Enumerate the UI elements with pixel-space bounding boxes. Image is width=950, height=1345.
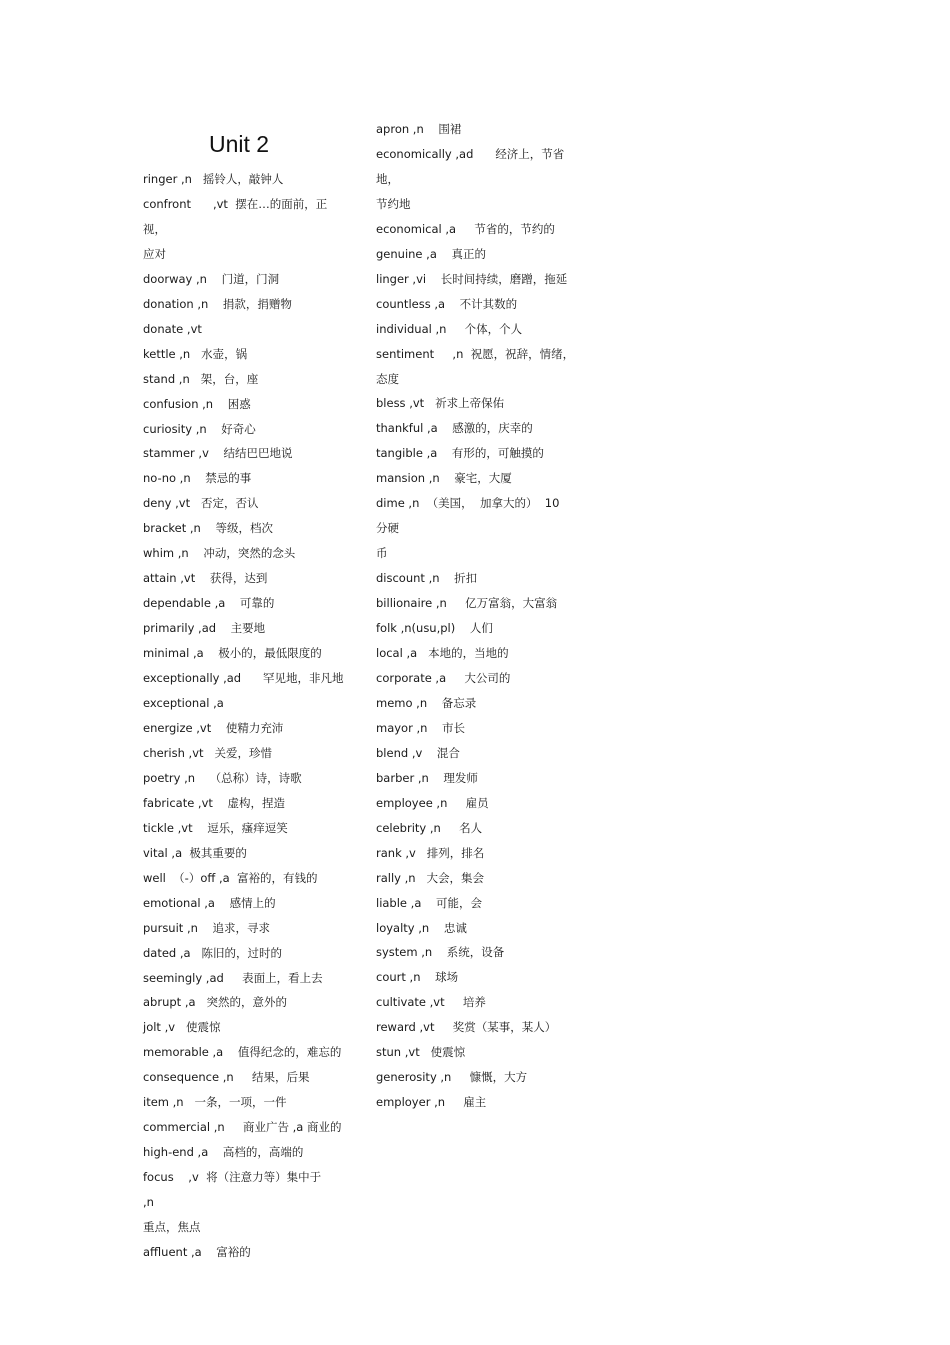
vocabulary-line: stand ,n 架，台，座 bbox=[143, 371, 259, 386]
page-title: Unit 2 bbox=[209, 131, 270, 157]
vocabulary-line: employer ,n 雇主 bbox=[376, 1095, 487, 1110]
vocabulary-line: apron ,n 围裙 bbox=[376, 122, 462, 136]
vocabulary-line: folk ,n(usu,pl) 人们 bbox=[376, 621, 493, 636]
vocabulary-line: emotional ,a 感情上的 bbox=[143, 895, 276, 910]
vocabulary-line: corporate ,a 大公司的 bbox=[376, 670, 511, 685]
vocabulary-line: bracket ,n 等级，档次 bbox=[143, 521, 273, 536]
left-vocabulary-column bbox=[143, 167, 348, 1265]
vocabulary-line: generosity ,n 慷慨，大方 bbox=[376, 1070, 528, 1085]
vocabulary-line: reward ,vt 奖赏（某事，某人） bbox=[376, 1020, 557, 1035]
vocabulary-line: ringer ,n 摇铃人，敲钟人 bbox=[143, 172, 284, 186]
vocabulary-line: local ,a 本地的，当地的 bbox=[376, 646, 509, 661]
vocabulary-line: kettle ,n 水壶，锅 bbox=[143, 346, 248, 361]
vocabulary-line: cultivate ,vt 培养 bbox=[376, 995, 486, 1010]
vocabulary-line: countless ,a 不计其数的 bbox=[376, 296, 518, 311]
vocabulary-line: donation ,n 捐款，捐赠物 bbox=[143, 296, 292, 311]
vocabulary-line: bless ,vt 祈求上帝保佑 bbox=[376, 396, 505, 411]
vocabulary-line: deny ,vt 否定，否认 bbox=[143, 496, 259, 511]
vocabulary-line: vital ,a 极其重要的 bbox=[143, 845, 247, 860]
vocabulary-line: confusion ,n 困惑 bbox=[143, 396, 251, 411]
vocabulary-line: memo ,n 备忘录 bbox=[376, 695, 477, 710]
vocabulary-line: liable ,a 可能，会 bbox=[376, 895, 482, 910]
vocabulary-line: 态度 bbox=[376, 371, 399, 386]
vocabulary-line: commercial ,n 商业广告 ,a 商业的 bbox=[143, 1120, 342, 1135]
vocabulary-line: confront ,vt 摆在…的面前，正视， bbox=[143, 196, 328, 236]
vocabulary-line: tangible ,a 有形的，可触摸的 bbox=[376, 446, 544, 461]
vocabulary-line: high-end ,a 高档的，高端的 bbox=[143, 1145, 304, 1160]
vocabulary-line: exceptional ,a bbox=[143, 696, 224, 711]
vocabulary-line: genuine ,a 真正的 bbox=[376, 246, 486, 261]
vocabulary-line: employee ,n 雇员 bbox=[376, 795, 489, 810]
vocabulary-line: billionaire ,n 亿万富翁，大富翁 bbox=[376, 596, 558, 611]
vocabulary-line: exceptionally ,ad 罕见地，非凡地 bbox=[143, 671, 344, 686]
vocabulary-line: fabricate ,vt 虚构，捏造 bbox=[143, 795, 286, 810]
vocabulary-line: primarily ,ad 主要地 bbox=[143, 621, 266, 636]
vocabulary-line: minimal ,a 极小的，最低限度的 bbox=[143, 646, 322, 661]
vocabulary-line: mansion ,n 豪宅，大厦 bbox=[376, 471, 512, 486]
vocabulary-line: poetry ,n （总称）诗，诗歌 bbox=[143, 770, 302, 785]
vocabulary-line: stun ,vt 使震惊 bbox=[376, 1045, 466, 1060]
vocabulary-line: jolt ,v 使震惊 bbox=[143, 1020, 221, 1035]
vocabulary-line: rally ,n 大会，集会 bbox=[376, 870, 485, 885]
vocabulary-line: dime ,n （美国， 加拿大的） 10 分硬 bbox=[376, 496, 567, 536]
vocabulary-line: economically ,ad 经济上，节省地， bbox=[376, 146, 565, 186]
vocabulary-line: dated ,a 陈旧的，过时的 bbox=[143, 945, 283, 960]
vocabulary-line: 应对 bbox=[143, 246, 166, 261]
vocabulary-line: doorway ,n 门道，门洞 bbox=[143, 271, 280, 286]
vocabulary-line: celebrity ,n 名人 bbox=[376, 820, 483, 835]
vocabulary-line: court ,n 球场 bbox=[376, 970, 459, 985]
vocabulary-line: abrupt ,a 突然的，意外的 bbox=[143, 995, 287, 1010]
vocabulary-line: whim ,n 冲动，突然的念头 bbox=[143, 546, 296, 561]
vocabulary-line: barber ,n 理发师 bbox=[376, 770, 478, 785]
right-vocabulary-column bbox=[376, 117, 576, 1115]
vocabulary-line: seemingly ,ad 表面上，看上去 bbox=[143, 970, 323, 985]
vocabulary-line: energize ,vt 使精力充沛 bbox=[143, 720, 284, 735]
vocabulary-line: 重点，焦点 bbox=[143, 1220, 201, 1235]
vocabulary-line: system ,n 系统，设备 bbox=[376, 945, 505, 960]
vocabulary-line: well （-）off ,a 富裕的，有钱的 bbox=[143, 870, 318, 885]
vocabulary-line: sentiment ,n 祝愿，祝辞，情绪， bbox=[376, 346, 575, 361]
vocabulary-line: dependable ,a 可靠的 bbox=[143, 596, 275, 611]
vocabulary-line: memorable ,a 值得纪念的，难忘的 bbox=[143, 1045, 342, 1060]
vocabulary-line: stammer ,v 结结巴巴地说 bbox=[143, 446, 293, 461]
vocabulary-line: discount ,n 折扣 bbox=[376, 571, 478, 586]
vocabulary-line: item ,n 一条，一项，一件 bbox=[143, 1095, 287, 1110]
vocabulary-line: attain ,vt 获得，达到 bbox=[143, 571, 268, 586]
vocabulary-line: affluent ,a 富裕的 bbox=[143, 1244, 251, 1259]
vocabulary-line: loyalty ,n 忠诚 bbox=[376, 920, 467, 935]
vocabulary-line: no-no ,n 禁忌的事 bbox=[143, 471, 252, 486]
vocabulary-line: consequence ,n 结果，后果 bbox=[143, 1070, 310, 1085]
vocabulary-line: curiosity ,n 好奇心 bbox=[143, 421, 256, 436]
vocabulary-line: pursuit ,n 追求，寻求 bbox=[143, 920, 271, 935]
vocabulary-line: tickle ,vt 逗乐，瘙痒逗笑 bbox=[143, 820, 288, 835]
vocabulary-line: thankful ,a 感激的，庆幸的 bbox=[376, 421, 533, 436]
vocabulary-line: economical ,a 节省的，节约的 bbox=[376, 221, 555, 236]
vocabulary-line: 节约地 bbox=[376, 196, 411, 211]
vocabulary-line: individual ,n 个体，个人 bbox=[376, 321, 523, 336]
vocabulary-line: linger ,vi 长时间持续，磨蹭，拖延 bbox=[376, 271, 568, 286]
vocabulary-line: mayor ,n 市长 bbox=[376, 720, 466, 735]
vocabulary-line: rank ,v 排列，排名 bbox=[376, 845, 485, 860]
vocabulary-line: blend ,v 混合 bbox=[376, 745, 460, 760]
vocabulary-line: donate ,vt bbox=[143, 321, 202, 336]
vocabulary-line: 币 bbox=[376, 546, 388, 561]
vocabulary-line: focus ,v 将（注意力等）集中于 ,n bbox=[143, 1170, 340, 1210]
vocabulary-line: cherish ,vt 关爱，珍惜 bbox=[143, 745, 272, 760]
